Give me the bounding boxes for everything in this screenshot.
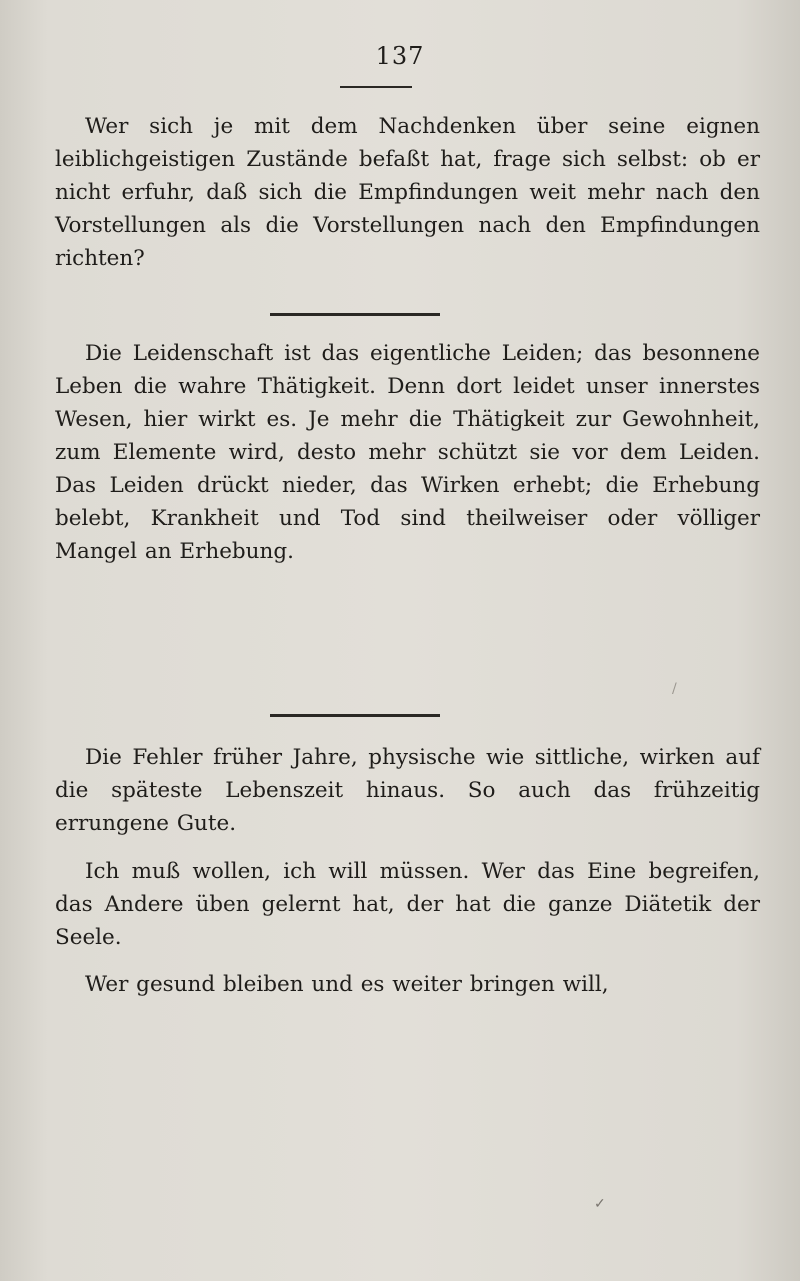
header-underline [340,86,412,88]
paragraph-5 [55,968,760,1001]
paragraph-text: Die Fehler früher Jahre, physische wie sittliche, wirken auf die späteste Lebenszeit hinaus. So auch das frühzeitig errungene Gute. [55,745,760,836]
pencil-mark: ✓ [594,1196,606,1212]
section-divider [270,313,440,316]
page-number: 137 [375,42,425,70]
paragraph-1 [55,110,760,275]
paragraph-text: Ich muß wollen, ich will müssen. Wer das Eine begreifen, das Andere üben gelernt hat, der hat die ganze Diätetik der Seele. [55,859,760,950]
paragraph-3 [55,741,760,840]
paragraph-2 [55,337,760,568]
paragraph-4 [55,855,760,954]
paragraph-text: Wer gesund bleiben und es weiter bringen will, [85,972,609,997]
section-divider [270,714,440,717]
paragraph-text: Die Leidenschaft ist das eigentliche Leiden; das besonnene Leben die wahre Thätigkeit. Denn dort leidet unser innerstes Wesen, hier wirkt es. Je mehr die Thätigkeit zur Gewohnheit, zum Elemente wird, desto mehr schützt sie vor dem Leiden. Das Leiden drückt nieder, das Wirken erhebt; die Erhebung belebt, Krankheit und Tod sind theilweiser oder völliger Mangel an Erhebung. [55,341,760,564]
paragraph-text: Wer sich je mit dem Nachdenken über seine eignen leiblichgeistigen Zustände befaßt hat, frage sich selbst: ob er nicht erfuhr, daß sich die Empfindungen weit mehr nach den Vorstellungen als die Vorstellungen nach den Empfindungen richten? [55,114,760,271]
margin-mark: / [672,681,677,697]
